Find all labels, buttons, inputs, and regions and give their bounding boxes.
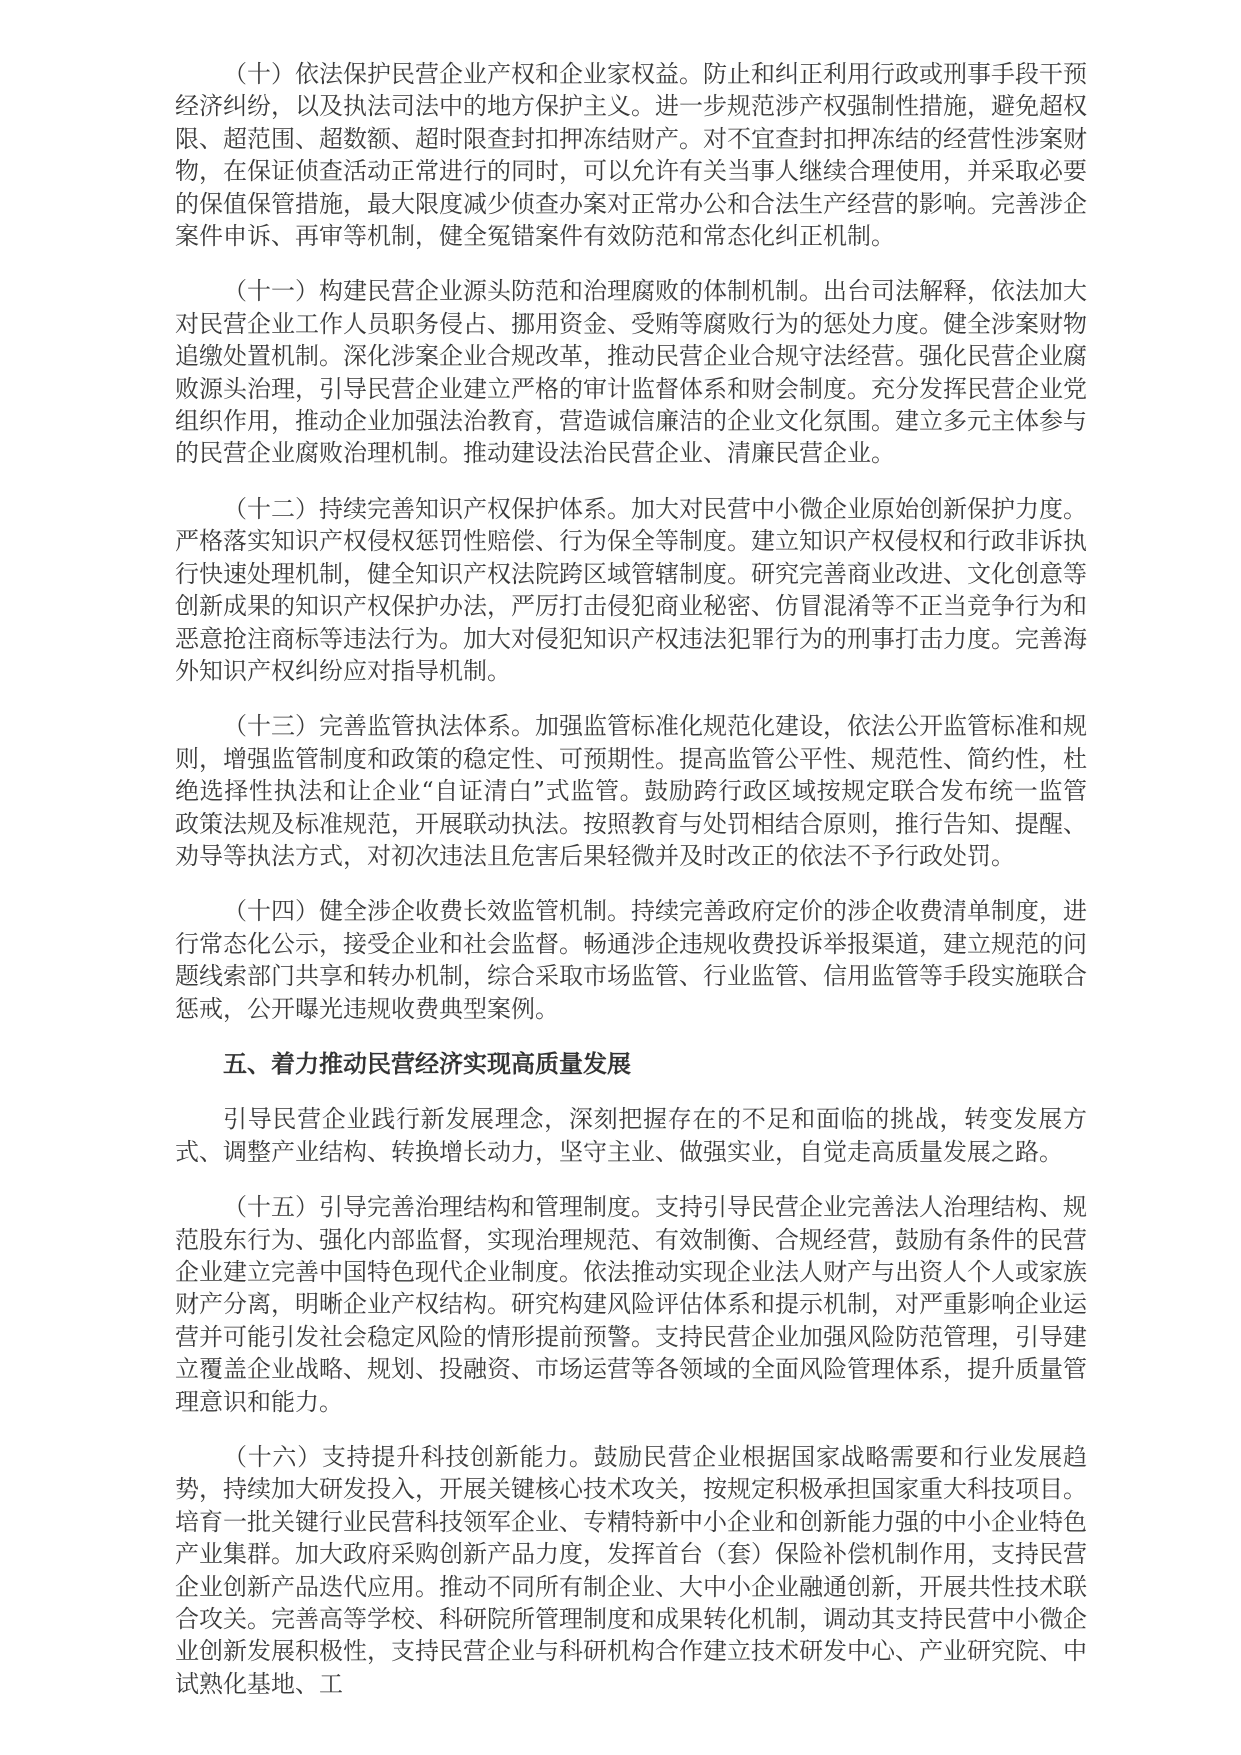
body-paragraph: （十六）支持提升科技创新能力。鼓励民营企业根据国家战略需要和行业发展趋势，持续加大研发投入，开展关键核心技术攻关，按规定积极承担国家重大科技项目。培育一批关键行业民营科技领军企业、专精特新中小企业和创新能力强的中小企业特色产业集群。加大政府采购创新产品力度，发挥首台（套）保险补偿机制作用，支持民营企业创新产品迭代应用。推动不同所有制企业、大中小企业融通创新，开展共性技术联合攻关。完善高等学校、科研院所管理制度和成果转化机制，调动其支持民营中小微企业创新发展积极性，支持民营企业与科研机构合作建立技术研发中心、产业研究院、中试熟化基地、工 [175, 1443, 1087, 1698]
body-paragraph: （十三）完善监管执法体系。加强监管标准化规范化建设，依法公开监管标准和规则，增强监管制度和政策的稳定性、可预期性。提高监管公平性、规范性、简约性，杜绝选择性执法和让企业“自证清白”式监管。鼓励跨行政区域按规定联合发布统一监管政策法规及标准规范，开展联动执法。按照教育与处罚相结合原则，推行告知、提醒、劝导等执法方式，对初次违法且危害后果轻微并及时改正的依法不予行政处罚。 [175, 712, 1087, 870]
body-paragraph: （十五）引导完善治理结构和管理制度。支持引导民营企业完善法人治理结构、规范股东行为、强化内部监督，实现治理规范、有效制衡、合规经营，鼓励有条件的民营企业建立完善中国特色现代企业制度。依法推动实现企业法人财产与出资人个人或家族财产分离，明晰企业产权结构。研究构建风险评估体系和提示机制，对严重影响企业运营并可能引发社会稳定风险的情形提前预警。支持民营企业加强风险防范管理，引导建立覆盖企业战略、规划、投融资、市场运营等各领域的全面风险管理体系，提升质量管理意识和能力。 [175, 1193, 1087, 1416]
body-paragraph: （十四）健全涉企收费长效监管机制。持续完善政府定价的涉企收费清单制度，进行常态化公示，接受企业和社会监督。畅通涉企违规收费投诉举报渠道，建立规范的问题线索部门共享和转办机制，综合采取市场监管、行业监管、信用监管等手段实施联合惩戒，公开曝光违规收费典型案例。 [175, 897, 1087, 1023]
body-paragraph: （十一）构建民营企业源头防范和治理腐败的体制机制。出台司法解释，依法加大对民营企业工作人员职务侵占、挪用资金、受贿等腐败行为的惩处力度。健全涉案财物追缴处置机制。深化涉案企业合规改革，推动民营企业合规守法经营。强化民营企业腐败源头治理，引导民营企业建立严格的审计监督体系和财会制度。充分发挥民营企业党组织作用，推动企业加强法治教育，营造诚信廉洁的企业文化氛围。建立多元主体参与的民营企业腐败治理机制。推动建设法治民营企业、清廉民营企业。 [175, 277, 1087, 468]
body-paragraph: （十二）持续完善知识产权保护体系。加大对民营中小微企业原始创新保护力度。严格落实知识产权侵权惩罚性赔偿、行为保全等制度。建立知识产权侵权和行政非诉执行快速处理机制，健全知识产权法院跨区域管辖制度。研究完善商业改进、文化创意等创新成果的知识产权保护办法，严厉打击侵犯商业秘密、仿冒混淆等不正当竞争行为和恶意抢注商标等违法行为。加大对侵犯知识产权违法犯罪行为的刑事打击力度。完善海外知识产权纠纷应对指导机制。 [175, 494, 1087, 685]
body-paragraph: 引导民营企业践行新发展理念，深刻把握存在的不足和面临的挑战，转变发展方式、调整产业结构、转换增长动力，坚守主业、做强实业，自觉走高质量发展之路。 [175, 1105, 1087, 1166]
section-heading: 五、着力推动民营经济实现高质量发展 [223, 1049, 631, 1078]
document-content [175, 58, 1087, 1723]
body-paragraph: （十）依法保护民营企业产权和企业家权益。防止和纠正利用行政或刑事手段干预经济纠纷，以及执法司法中的地方保护主义。进一步规范涉产权强制性措施，避免超权限、超范围、超数额、超时限查封扣押冻结财产。对不宜查封扣押冻结的经营性涉案财物，在保证侦查活动正常进行的同时，可以允许有关当事人继续合理使用，并采取必要的保值保管措施，最大限度减少侦查办案对正常办公和合法生产经营的影响。完善涉企案件申诉、再审等机制，健全冤错案件有效防范和常态化纠正机制。 [175, 60, 1087, 251]
